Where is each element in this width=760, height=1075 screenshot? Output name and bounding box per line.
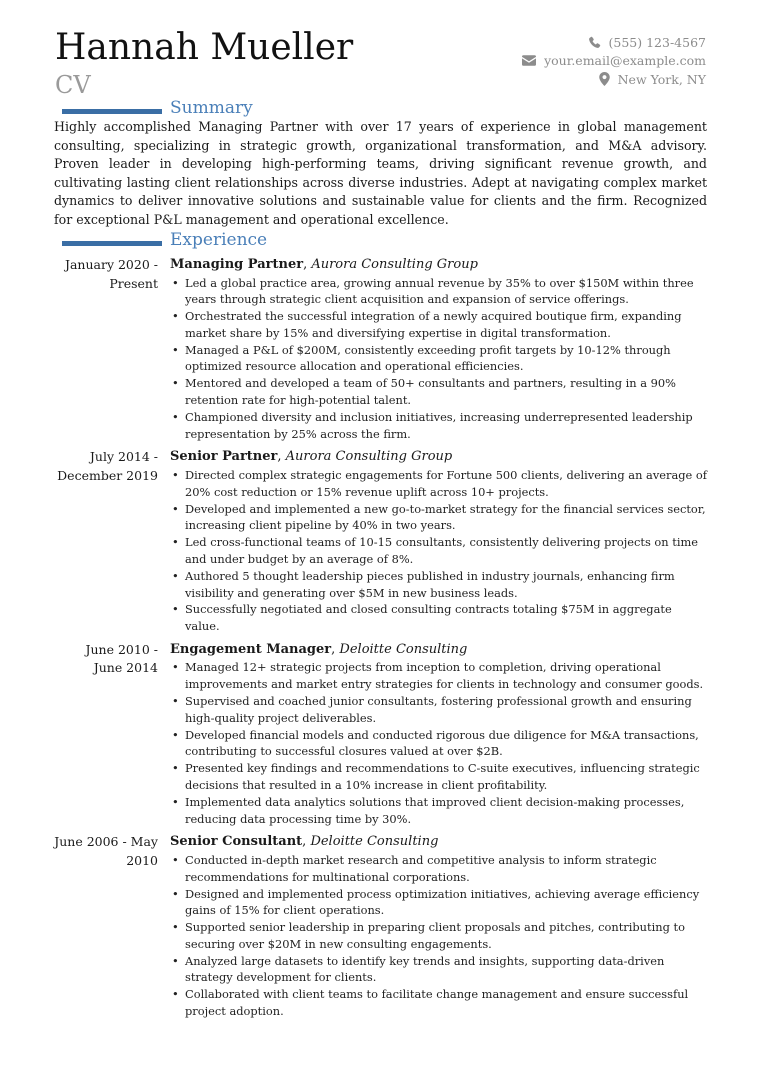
job-body <box>170 448 708 634</box>
job-bullets <box>170 467 708 635</box>
job-company: Deloitte Consulting <box>339 641 468 657</box>
job-bullet: • Authored 5 thought leadership pieces published in industry journals, enhancing firm visibility and generating over $5M in new business leads. <box>170 568 708 602</box>
job-bullet: • Collaborated with client teams to facilitate change management and ensure successful project adoption. <box>170 986 708 1020</box>
job-bullet: • Championed diversity and inclusion initiatives, increasing underrepresented leadership representation by 25% across the firm. <box>170 409 708 443</box>
job-date: June 2010 - June 2014 <box>85 641 158 676</box>
summary-section-header <box>62 97 253 119</box>
job-bullet: • Developed financial models and conducted rigorous due diligence for M&A transactions, contributing to successful closures valued at over $2B. <box>170 727 708 761</box>
summary-text: Highly accomplished Managing Partner with over 17 years of experience in global management consulting, specializing in strategic growth, organizational transformation, and M&A advisory. Proven leader in developing high-performing teams, driving significant revenue growth, and cultivating lasting client relationships across diverse industries. Adept at navigating complex market dynamics to deliver innovative solutions and sustainable value for clients and the firm. Recognized for exceptional P&L management and operational excellence. <box>54 119 707 227</box>
job-heading: Managing Partner, Aurora Consulting Group <box>170 257 478 272</box>
document-subtitle: CV <box>55 71 91 99</box>
job-bullet: • Designed and implemented process optimization initiatives, achieving average efficiency gains of 15% for client operations. <box>170 886 708 920</box>
job-bullet: • Led cross-functional teams of 10-15 consultants, consistently delivering projects on time and under budget by an average of 8%. <box>170 534 708 568</box>
candidate-name: Hannah Mueller <box>55 27 354 68</box>
job-bullet: • Developed and implemented a new go-to-market strategy for the financial services sector, increasing client pipeline by 40% in two years. <box>170 501 708 535</box>
job-bullets <box>170 659 708 827</box>
summary-title: Summary <box>170 98 253 118</box>
job-entry <box>54 833 708 1019</box>
job-entry <box>54 256 708 442</box>
job-bullet: • Supported senior leadership in preparing client proposals and pitches, contributing to securing over $20M in new consulting engagements. <box>170 919 708 953</box>
email-text: your.email@example.com <box>544 53 706 69</box>
job-role: Senior Partner <box>170 449 278 465</box>
job-bullet: • Directed complex strategic engagements for Fortune 500 clients, delivering an average of 20% cost reduction or 15% revenue uplift across 10+ projects. <box>170 467 708 501</box>
envelope-icon <box>522 55 536 66</box>
job-heading: Senior Consultant, Deloitte Consulting <box>170 834 439 850</box>
job-heading: Engagement Manager, Deloitte Consulting <box>170 641 468 657</box>
contact-block <box>522 33 706 89</box>
job-bullets <box>170 852 708 1020</box>
job-bullet: • Successfully negotiated and closed consulting contracts totaling $75M in aggregate value. <box>170 601 708 635</box>
job-company: Aurora Consulting Group <box>311 257 478 272</box>
job-bullet: • Orchestrated the successful integration of a newly acquired boutique firm, expanding market share by 15% and diversifying expertise in digital transformation. <box>170 308 708 342</box>
job-bullet: • Mentored and developed a team of 50+ consultants and partners, resulting in a 90% retention rate for high-potential talent. <box>170 375 708 409</box>
job-entry <box>54 448 708 634</box>
job-company: Aurora Consulting Group <box>285 449 453 465</box>
job-role: Senior Consultant <box>170 834 303 850</box>
job-role: Managing Partner <box>170 257 304 272</box>
experience-list <box>54 256 708 1026</box>
job-bullets <box>170 275 708 443</box>
map-pin-icon <box>599 72 610 86</box>
job-date: June 2006 - May 2010 <box>54 834 158 868</box>
job-date: July 2014 - December 2019 <box>57 449 158 483</box>
job-bullet: • Presented key findings and recommendations to C-suite executives, influencing strategic decisions that resulted in a 10% increase in client profitability. <box>170 760 708 794</box>
contact-location <box>522 70 706 89</box>
job-body <box>170 256 708 442</box>
job-entry <box>54 641 708 827</box>
phone-text: (555) 123-4567 <box>608 34 706 50</box>
phone-icon <box>588 36 601 49</box>
job-date: January 2020 - Present <box>64 257 158 291</box>
job-body <box>170 641 708 827</box>
job-bullet: • Analyzed large datasets to identify key trends and insights, supporting data-driven strategy development for clients. <box>170 953 708 987</box>
job-bullet: • Managed 12+ strategic projects from inception to completion, driving operational improvements and market entry strategies for clients in technology and consumer goods. <box>170 659 708 693</box>
job-bullet: • Supervised and coached junior consultants, fostering professional growth and ensuring high-quality project deliverables. <box>170 693 708 727</box>
contact-email[interactable] <box>522 52 706 71</box>
section-divider-bar <box>62 109 162 114</box>
job-bullet: • Managed a P&L of $200M, consistently exceeding profit targets by 10-12% through optimized resource allocation and operational efficiencies. <box>170 342 708 376</box>
job-bullet: • Implemented data analytics solutions that improved client decision-making processes, reducing data processing time by 30%. <box>170 794 708 828</box>
location-text: New York, NY <box>617 71 706 87</box>
job-bullet: • Conducted in-depth market research and competitive analysis to inform strategic recommendations for multinational corporations. <box>170 852 708 886</box>
job-heading: Senior Partner, Aurora Consulting Group <box>170 449 453 465</box>
job-company: Deloitte Consulting <box>310 834 439 850</box>
contact-phone[interactable] <box>522 33 706 52</box>
job-role: Engagement Manager <box>170 641 332 657</box>
experience-section-header <box>62 229 267 251</box>
job-bullet: • Led a global practice area, growing annual revenue by 35% to over $150M within three years through strategic client acquisition and expansion of service offerings. <box>170 275 708 309</box>
section-divider-bar <box>62 241 162 246</box>
job-body <box>170 833 708 1019</box>
experience-title: Experience <box>170 230 268 250</box>
